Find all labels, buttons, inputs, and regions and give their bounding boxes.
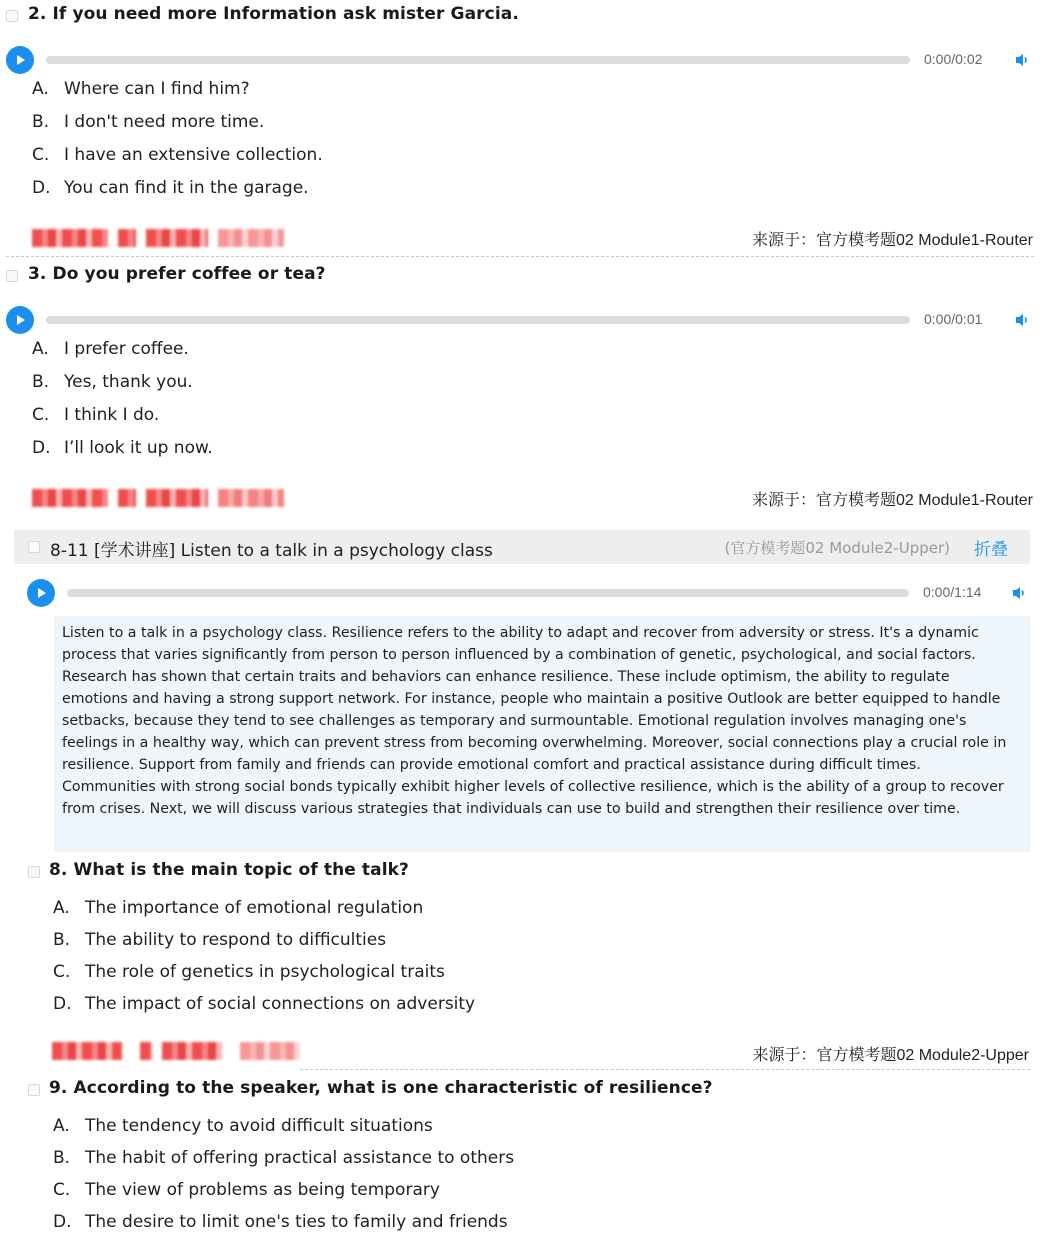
transcript-box: Listen to a talk in a psychology class. Resilience refers to the ability to adapt and recover from adversity or stress. It's a dynamic process that varies significantly from person to person influenced by a combination of genetic, psychological, and social factors. Research has shown that certain traits and behaviors can enhance resilience. These include optimism, the ability to regulate emotions and having a strong support network. For instance, people who maintain a positive Outlook are better equipped to handle setbacks, because they tend to see challenges as temporary and surmountable. Emotional regulation involves managing one's feelings in a healthy way, which can prevent stress from becoming overwhelming. Moreover, social connections play a crucial role in resilience. Support from family and friends can provide emotional comfort and practical assistance during difficult times. Communities with strong social bonds typically exhibit higher levels of collective resilience, which is the ability of a group to recover from crises. Next, we will discuss various strategies that individuals can use to build and strengthen their resilience over time.: [54, 616, 1030, 852]
redacted-text: [32, 229, 108, 247]
question-group-header: [14, 530, 1030, 564]
question-checkbox[interactable]: [28, 866, 40, 878]
redacted-text: [118, 489, 136, 507]
redacted-text: [140, 1042, 152, 1060]
redacted-text: [146, 489, 208, 507]
question-title: 9. According to the speaker, what is one characteristic of resilience?: [49, 1078, 713, 1098]
redacted-text: [118, 229, 136, 247]
redacted-text: [52, 1042, 122, 1060]
question-checkbox[interactable]: [28, 1084, 40, 1096]
audio-time: 0:00/0:02: [924, 51, 983, 67]
option-c[interactable]: C. The role of genetics in psychological traits: [53, 962, 445, 982]
redacted-text: [32, 489, 108, 507]
audio-progress-bar[interactable]: [67, 589, 909, 597]
redacted-text: [146, 229, 208, 247]
redacted-text: [218, 229, 284, 247]
play-icon[interactable]: [27, 579, 55, 607]
question-title: 2. If you need more Information ask mister Garcia.: [28, 4, 519, 24]
audio-player: [6, 46, 1036, 76]
option-b[interactable]: B. Yes, thank you.: [32, 372, 193, 392]
question-checkbox[interactable]: [6, 270, 18, 282]
option-a[interactable]: A. I prefer coffee.: [32, 339, 189, 359]
fold-button[interactable]: 折叠: [974, 540, 1008, 560]
option-d[interactable]: D. The desire to limit one's ties to family and friends: [53, 1212, 508, 1232]
source-label: 来源于：官方模考题02 Module1-Router: [752, 232, 1033, 249]
audio-player: [6, 306, 1036, 336]
option-c[interactable]: C. The view of problems as being temporary: [53, 1180, 440, 1200]
option-d[interactable]: D. The impact of social connections on adversity: [53, 994, 476, 1014]
option-a[interactable]: A. The importance of emotional regulation: [53, 898, 424, 918]
option-b[interactable]: B. I don't need more time.: [32, 112, 265, 132]
question-checkbox[interactable]: [6, 10, 18, 22]
volume-icon[interactable]: [1011, 585, 1027, 601]
play-icon[interactable]: [6, 46, 34, 74]
divider: [300, 1069, 1030, 1070]
group-source: (官方模考题02 Module2-Upper): [724, 539, 950, 557]
option-a[interactable]: A. Where can I find him?: [32, 79, 250, 99]
option-d[interactable]: D. You can find it in the garage.: [32, 178, 309, 198]
redacted-text: [218, 489, 284, 507]
divider: [6, 256, 1034, 257]
option-b[interactable]: B. The ability to respond to difficulties: [53, 930, 387, 950]
audio-player: [27, 579, 1037, 609]
redacted-text: [162, 1042, 222, 1060]
option-c[interactable]: C. I think I do.: [32, 405, 160, 425]
question-title: 8. What is the main topic of the talk?: [49, 860, 410, 880]
audio-progress-bar[interactable]: [46, 56, 910, 64]
audio-progress-bar[interactable]: [46, 316, 910, 324]
redacted-text: [240, 1042, 300, 1060]
volume-icon[interactable]: [1014, 312, 1030, 328]
question-title: 3. Do you prefer coffee or tea?: [28, 264, 326, 284]
play-icon[interactable]: [6, 306, 34, 334]
source-label: 来源于：官方模考题02 Module1-Router: [752, 492, 1033, 509]
group-title: 8-11 [学术讲座] Listen to a talk in a psychology class: [50, 541, 493, 561]
volume-icon[interactable]: [1014, 52, 1030, 68]
source-label: 来源于：官方模考题02 Module2-Upper: [752, 1047, 1029, 1064]
group-checkbox[interactable]: [28, 541, 40, 553]
option-c[interactable]: C. I have an extensive collection.: [32, 145, 323, 165]
option-b[interactable]: B. The habit of offering practical assistance to others: [53, 1148, 515, 1168]
audio-time: 0:00/0:01: [924, 311, 983, 327]
audio-time: 0:00/1:14: [923, 584, 982, 600]
option-d[interactable]: D. I’ll look it up now.: [32, 438, 213, 458]
option-a[interactable]: A. The tendency to avoid difficult situations: [53, 1116, 433, 1136]
